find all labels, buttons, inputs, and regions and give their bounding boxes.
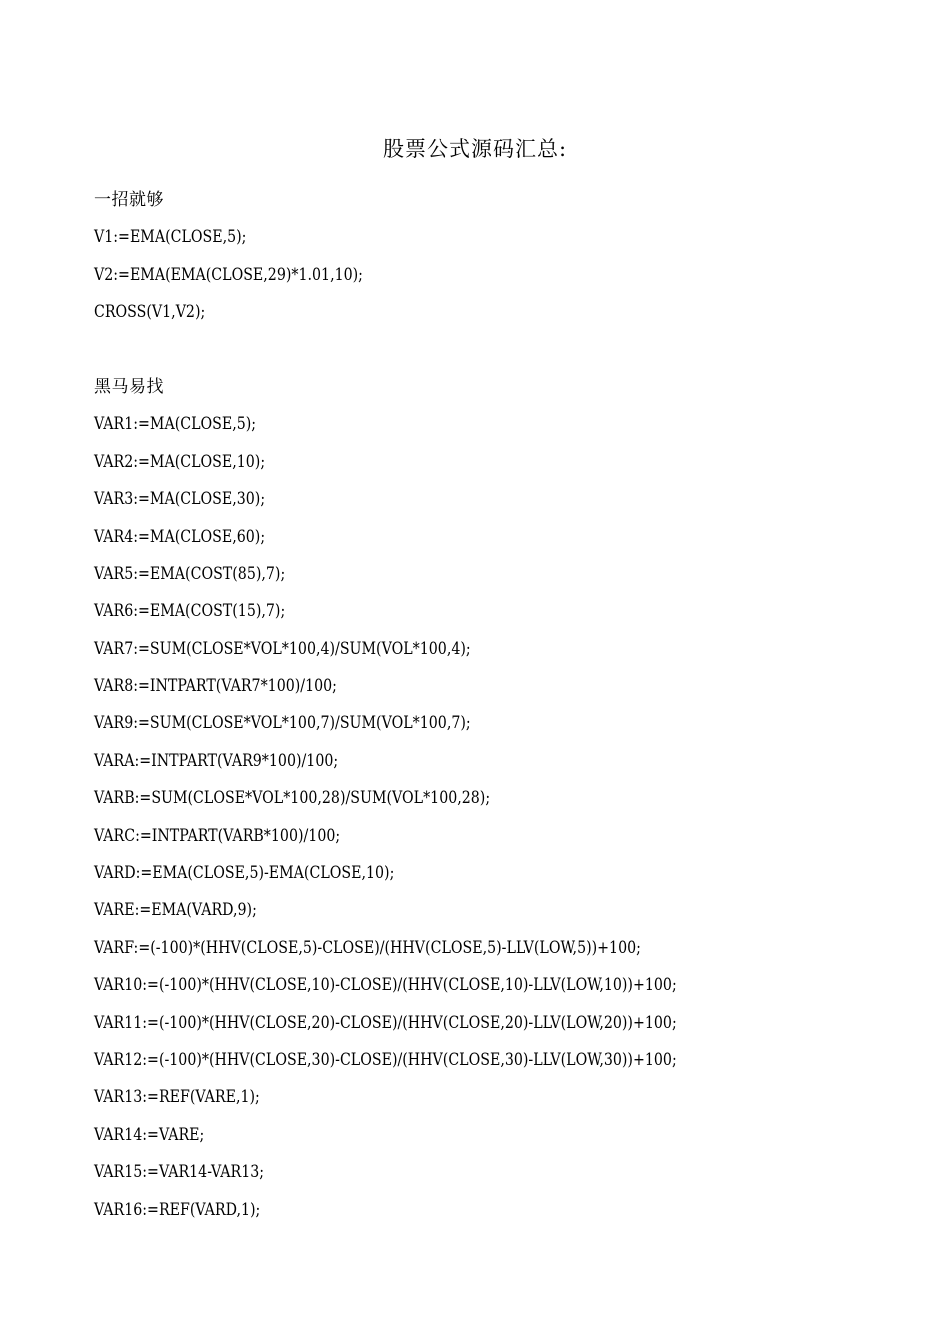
code-line: VARF:=(-100)*(HHV(CLOSE,5)-CLOSE)/(HHV(CLOSE,5)-LLV(LOW,5))+100; bbox=[94, 937, 641, 957]
code-line: VAR6:=EMA(COST(15),7); bbox=[94, 601, 286, 621]
code-line: VAR7:=SUM(CLOSE*VOL*100,4)/SUM(VOL*100,4); bbox=[94, 638, 471, 658]
code-line: CROSS(V1,V2); bbox=[94, 302, 206, 322]
code-line: VAR15:=VAR14-VAR13; bbox=[94, 1162, 265, 1182]
code-line: VARA:=INTPART(VAR9*100)/100; bbox=[94, 750, 339, 770]
code-line: VAR2:=MA(CLOSE,10); bbox=[94, 451, 266, 471]
section-spacer bbox=[94, 340, 914, 377]
code-line: VARE:=EMA(VARD,9); bbox=[94, 900, 257, 920]
code-line: VARB:=SUM(CLOSE*VOL*100,28)/SUM(VOL*100,28); bbox=[94, 788, 491, 808]
code-line: VAR16:=REF(VARD,1); bbox=[94, 1199, 261, 1219]
code-line: V2:=EMA(EMA(CLOSE,29)*1.01,10); bbox=[94, 264, 363, 284]
code-line: VAR13:=REF(VARE,1); bbox=[94, 1087, 260, 1107]
section-heading: 黑马易找 bbox=[94, 376, 164, 397]
code-line: VAR14:=VARE; bbox=[94, 1124, 205, 1144]
code-line: VARC:=INTPART(VARB*100)/100; bbox=[94, 825, 341, 845]
code-line: VAR12:=(-100)*(HHV(CLOSE,30)-CLOSE)/(HHV(CLOSE,30)-LLV(LOW,30))+100; bbox=[94, 1049, 677, 1069]
code-line: VAR11:=(-100)*(HHV(CLOSE,20)-CLOSE)/(HHV(CLOSE,20)-LLV(LOW,20))+100; bbox=[94, 1012, 677, 1032]
document-content bbox=[94, 190, 914, 1237]
code-line: V1:=EMA(CLOSE,5); bbox=[94, 227, 247, 247]
code-line: VARD:=EMA(CLOSE,5)-EMA(CLOSE,10); bbox=[94, 863, 395, 883]
code-line: VAR5:=EMA(COST(85),7); bbox=[94, 563, 286, 583]
code-line: VAR10:=(-100)*(HHV(CLOSE,10)-CLOSE)/(HHV(CLOSE,10)-LLV(LOW,10))+100; bbox=[94, 975, 677, 995]
document-title: 股票公式源码汇总: bbox=[382, 137, 568, 161]
code-line: VAR4:=MA(CLOSE,60); bbox=[94, 526, 266, 546]
section-heading: 一招就够 bbox=[94, 190, 164, 210]
code-line: VAR1:=MA(CLOSE,5); bbox=[94, 414, 257, 434]
code-line: VAR3:=MA(CLOSE,30); bbox=[94, 489, 266, 509]
code-line: VAR8:=INTPART(VAR7*100)/100; bbox=[94, 676, 337, 696]
code-line: VAR9:=SUM(CLOSE*VOL*100,7)/SUM(VOL*100,7); bbox=[94, 713, 471, 733]
